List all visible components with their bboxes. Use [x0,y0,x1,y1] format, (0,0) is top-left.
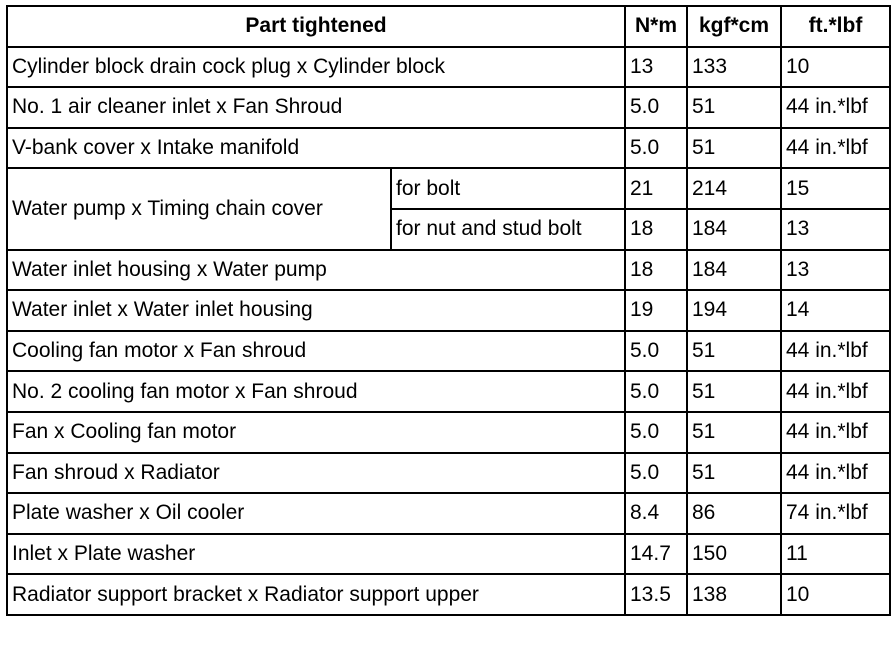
sub-condition-cell: for bolt [391,168,625,209]
nm-cell: 5.0 [625,412,687,453]
kgfcm-cell: 51 [687,412,781,453]
ftlbf-cell: 15 [781,168,890,209]
part-cell: No. 2 cooling fan motor x Fan shroud [7,371,625,412]
table-row [7,290,890,331]
kgfcm-cell: 86 [687,493,781,534]
nm-cell: 13.5 [625,574,687,615]
table-row [7,128,890,169]
nm-cell: 5.0 [625,128,687,169]
torque-spec-table [6,5,891,616]
nm-cell: 14.7 [625,534,687,575]
part-cell: Water inlet x Water inlet housing [7,290,625,331]
table-row [7,371,890,412]
nm-cell: 8.4 [625,493,687,534]
ftlbf-cell: 44 in.*lbf [781,87,890,128]
part-cell: Inlet x Plate washer [7,534,625,575]
part-cell: Cooling fan motor x Fan shroud [7,331,625,372]
table-row [7,534,890,575]
kgfcm-cell: 194 [687,290,781,331]
nm-cell: 13 [625,47,687,88]
header-part-tightened: Part tightened [7,6,625,47]
ftlbf-cell: 44 in.*lbf [781,371,890,412]
table-row [7,47,890,88]
table-row [7,453,890,494]
nm-cell: 5.0 [625,87,687,128]
nm-cell: 5.0 [625,371,687,412]
kgfcm-cell: 184 [687,250,781,291]
kgfcm-cell: 138 [687,574,781,615]
ftlbf-cell: 11 [781,534,890,575]
ftlbf-cell: 44 in.*lbf [781,453,890,494]
kgfcm-cell: 150 [687,534,781,575]
header-nm: N*m [625,6,687,47]
part-cell: Fan x Cooling fan motor [7,412,625,453]
nm-cell: 5.0 [625,453,687,494]
sub-condition-cell: for nut and stud bolt [391,209,625,250]
table-row [7,168,890,209]
ftlbf-cell: 74 in.*lbf [781,493,890,534]
part-cell: Water pump x Timing chain cover [7,168,391,249]
kgfcm-cell: 184 [687,209,781,250]
nm-cell: 18 [625,250,687,291]
header-row [7,6,890,47]
ftlbf-cell: 44 in.*lbf [781,331,890,372]
kgfcm-cell: 51 [687,331,781,372]
table-row [7,412,890,453]
nm-cell: 21 [625,168,687,209]
kgfcm-cell: 51 [687,371,781,412]
table-row [7,331,890,372]
ftlbf-cell: 10 [781,574,890,615]
ftlbf-cell: 44 in.*lbf [781,128,890,169]
table-row [7,574,890,615]
ftlbf-cell: 44 in.*lbf [781,412,890,453]
kgfcm-cell: 214 [687,168,781,209]
part-cell: Cylinder block drain cock plug x Cylinder block [7,47,625,88]
ftlbf-cell: 10 [781,47,890,88]
kgfcm-cell: 51 [687,128,781,169]
table-row [7,250,890,291]
part-cell: Radiator support bracket x Radiator support upper [7,574,625,615]
header-kgfcm: kgf*cm [687,6,781,47]
table-row [7,87,890,128]
part-cell: Fan shroud x Radiator [7,453,625,494]
part-cell: Water inlet housing x Water pump [7,250,625,291]
kgfcm-cell: 51 [687,453,781,494]
kgfcm-cell: 133 [687,47,781,88]
ftlbf-cell: 13 [781,250,890,291]
nm-cell: 19 [625,290,687,331]
ftlbf-cell: 13 [781,209,890,250]
nm-cell: 18 [625,209,687,250]
part-cell: No. 1 air cleaner inlet x Fan Shroud [7,87,625,128]
nm-cell: 5.0 [625,331,687,372]
part-cell: Plate washer x Oil cooler [7,493,625,534]
kgfcm-cell: 51 [687,87,781,128]
header-ftlbf: ft.*lbf [781,6,890,47]
table-row [7,493,890,534]
part-cell: V-bank cover x Intake manifold [7,128,625,169]
ftlbf-cell: 14 [781,290,890,331]
